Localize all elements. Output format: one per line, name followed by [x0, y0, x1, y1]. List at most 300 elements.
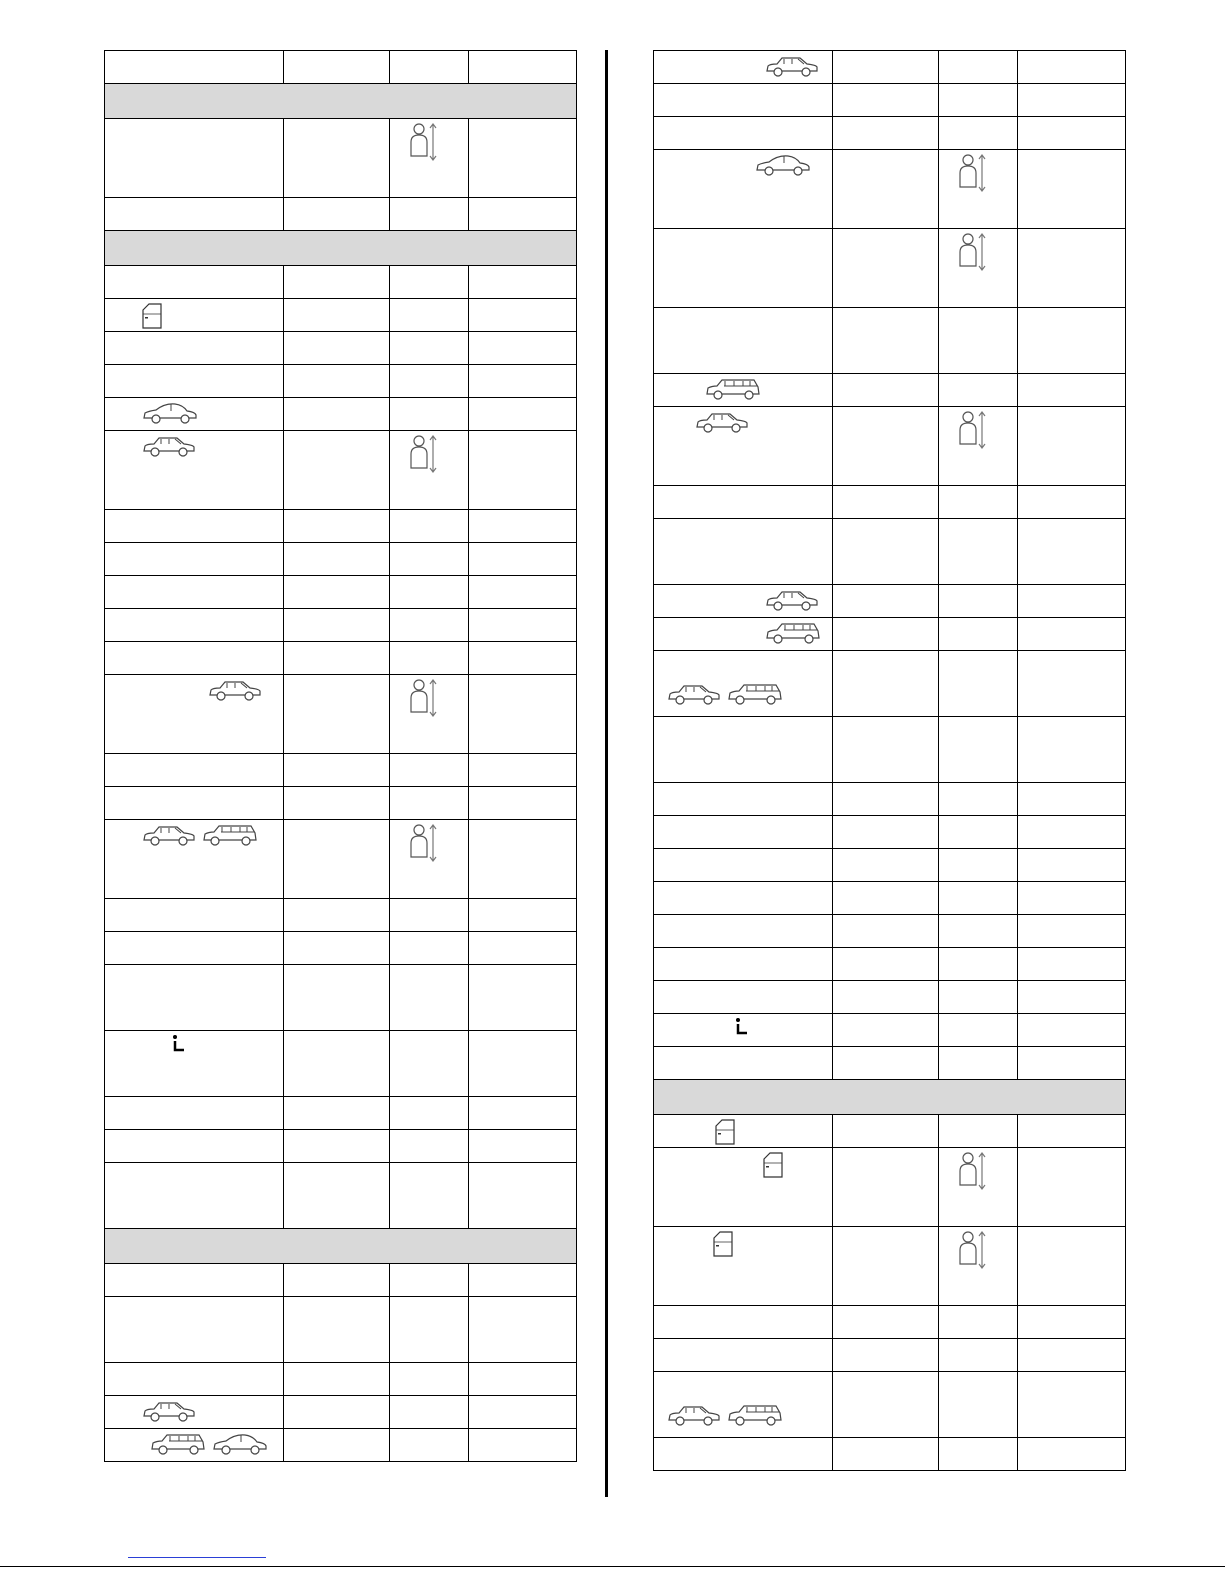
table-cell-col2 [833, 229, 939, 308]
icon-group [654, 1227, 832, 1258]
left-table-row [105, 1429, 577, 1462]
left-table-row [105, 365, 577, 398]
table-cell-col3 [939, 229, 1018, 308]
table-cell-col2 [284, 266, 390, 299]
table-cell-col2 [833, 816, 939, 849]
section-header-cell [105, 84, 577, 119]
table-cell-col2 [833, 1115, 939, 1148]
right-table-row [654, 585, 1126, 618]
table-cell-col3 [390, 754, 469, 787]
right-section-header [654, 1080, 1126, 1115]
left-table-row [105, 1031, 577, 1097]
table-cell-col3 [390, 675, 469, 754]
table-cell-col4 [1018, 1148, 1126, 1227]
sedan-car-icon [666, 1403, 722, 1427]
table-cell-col1 [654, 407, 833, 486]
table-cell-col3 [939, 84, 1018, 117]
table-cell-col4 [469, 965, 577, 1031]
right-table-row [654, 1438, 1126, 1471]
table-cell-col3 [939, 651, 1018, 717]
left-table-row [105, 1130, 577, 1163]
icon-group [105, 398, 283, 425]
table-cell-col3 [390, 198, 469, 231]
station-wagon-icon [704, 377, 762, 401]
table-cell-col2 [284, 431, 390, 510]
table-cell-col4 [1018, 816, 1126, 849]
table-cell-col1 [654, 1227, 833, 1306]
table-cell-col4 [1018, 1047, 1126, 1080]
icon-group [654, 150, 832, 177]
right-table-row [654, 117, 1126, 150]
left-table-row [105, 119, 577, 198]
table-cell-col1 [105, 119, 284, 198]
table-cell-col3 [390, 431, 469, 510]
right-table-row [654, 486, 1126, 519]
table-cell-col4 [469, 642, 577, 675]
table-cell-col3 [939, 882, 1018, 915]
table-cell-col1 [105, 365, 284, 398]
table-cell-col4 [469, 510, 577, 543]
left-table-row [105, 299, 577, 332]
table-cell-col1 [654, 618, 833, 651]
right-table-row [654, 717, 1126, 783]
table-cell-col2 [284, 299, 390, 332]
table-cell-col2 [833, 981, 939, 1014]
table-cell-col1 [105, 266, 284, 299]
section-header-cell [654, 1080, 1126, 1115]
table-cell-col2 [833, 374, 939, 407]
table-cell-col4 [1018, 229, 1126, 308]
table-cell-col4 [1018, 717, 1126, 783]
table-cell-col1 [105, 899, 284, 932]
table-cell-col2 [284, 642, 390, 675]
table-cell-col2 [284, 1130, 390, 1163]
table-cell-col3 [390, 1031, 469, 1097]
table-cell-col3 [390, 365, 469, 398]
table-cell-col1 [654, 486, 833, 519]
door-icon [714, 1118, 736, 1146]
table-cell-col4 [469, 675, 577, 754]
table-cell-col2 [284, 51, 390, 84]
table-cell-col4 [469, 1097, 577, 1130]
table-cell-col2 [833, 84, 939, 117]
table-cell-col4 [1018, 1227, 1126, 1306]
sedan-car-icon [207, 678, 263, 702]
table-cell-col3 [390, 932, 469, 965]
left-table-row [105, 642, 577, 675]
table-cell-col4 [1018, 882, 1126, 915]
table-cell-col1 [654, 1306, 833, 1339]
table-cell-col2 [284, 332, 390, 365]
table-cell-col4 [469, 1297, 577, 1363]
left-table-row [105, 398, 577, 431]
table-cell-col3 [939, 519, 1018, 585]
table-cell-col1 [654, 150, 833, 229]
table-cell-col1 [105, 1363, 284, 1396]
table-cell-col4 [1018, 1014, 1126, 1047]
table-cell-col4 [469, 1163, 577, 1229]
table-cell-col1 [105, 543, 284, 576]
left-table-row [105, 899, 577, 932]
table-cell-col4 [1018, 486, 1126, 519]
table-cell-col3 [939, 1227, 1018, 1306]
table-cell-col2 [833, 1148, 939, 1227]
table-cell-col1 [105, 820, 284, 899]
table-cell-col1 [654, 948, 833, 981]
footer-link-underline[interactable] [128, 1557, 266, 1558]
table-cell-col1 [654, 51, 833, 84]
table-cell-col1 [105, 932, 284, 965]
right-table-body [654, 51, 1126, 1471]
table-cell-col3 [939, 1306, 1018, 1339]
right-table-row [654, 948, 1126, 981]
table-cell-col1 [654, 1014, 833, 1047]
table-cell-col2 [833, 1047, 939, 1080]
table-cell-col2 [833, 117, 939, 150]
table-cell-col3 [939, 374, 1018, 407]
table-cell-col1 [105, 965, 284, 1031]
icon-group [390, 119, 468, 162]
table-cell-col2 [833, 915, 939, 948]
table-cell-col1 [654, 882, 833, 915]
table-cell-col3 [390, 642, 469, 675]
icon-group [654, 1372, 832, 1427]
table-cell-col2 [833, 1339, 939, 1372]
right-table-row [654, 84, 1126, 117]
table-cell-col3 [390, 51, 469, 84]
icon-group [654, 1148, 832, 1179]
sedan-car-icon [764, 588, 820, 612]
table-cell-col4 [1018, 117, 1126, 150]
left-table-row [105, 576, 577, 609]
table-cell-col4 [1018, 585, 1126, 618]
left-table-row [105, 1396, 577, 1429]
table-cell-col3 [390, 543, 469, 576]
right-table-row [654, 1306, 1126, 1339]
table-cell-col3 [939, 783, 1018, 816]
table-cell-col2 [833, 1372, 939, 1438]
table-cell-col3 [390, 299, 469, 332]
table-cell-col1 [654, 585, 833, 618]
icon-group [939, 1227, 1017, 1270]
table-cell-col4 [1018, 407, 1126, 486]
right-table-row [654, 882, 1126, 915]
icon-group [654, 618, 832, 645]
table-cell-col2 [284, 609, 390, 642]
table-cell-col3 [390, 609, 469, 642]
sedan-car-icon [694, 410, 750, 434]
table-cell-col2 [284, 1264, 390, 1297]
table-cell-col3 [390, 820, 469, 899]
table-cell-col3 [390, 266, 469, 299]
table-cell-col2 [833, 1306, 939, 1339]
table-cell-col3 [390, 1097, 469, 1130]
person-height-icon [957, 232, 989, 272]
table-cell-col1 [654, 1047, 833, 1080]
table-cell-col1 [105, 787, 284, 820]
table-cell-col4 [1018, 150, 1126, 229]
left-table-row [105, 51, 577, 84]
table-cell-col4 [469, 1396, 577, 1429]
section-header-cell [105, 1229, 577, 1264]
table-cell-col3 [939, 1372, 1018, 1438]
left-table-row [105, 609, 577, 642]
icon-group [390, 431, 468, 474]
table-cell-col3 [939, 717, 1018, 783]
table-cell-col3 [390, 332, 469, 365]
table-cell-col2 [833, 150, 939, 229]
table-cell-col1 [105, 1130, 284, 1163]
icon-group [105, 820, 283, 847]
icon-group [654, 374, 832, 401]
table-cell-col1 [105, 1031, 284, 1097]
table-cell-col4 [1018, 981, 1126, 1014]
table-cell-col2 [284, 1297, 390, 1363]
table-cell-col2 [833, 407, 939, 486]
table-cell-col3 [390, 965, 469, 1031]
right-table-row [654, 849, 1126, 882]
table-cell-col3 [390, 1264, 469, 1297]
right-table-row [654, 1148, 1126, 1227]
table-cell-col3 [390, 510, 469, 543]
table-cell-col4 [1018, 51, 1126, 84]
table-cell-col3 [939, 981, 1018, 1014]
table-cell-col3 [939, 915, 1018, 948]
icon-group [105, 1031, 283, 1054]
table-cell-col1 [105, 675, 284, 754]
table-cell-col1 [105, 431, 284, 510]
left-table-row [105, 675, 577, 754]
column-divider [605, 50, 608, 1497]
coupe-car-icon [141, 401, 199, 425]
table-cell-col1 [105, 51, 284, 84]
table-cell-col4 [469, 543, 577, 576]
icon-group [105, 1396, 283, 1423]
table-cell-col1 [654, 717, 833, 783]
icon-group [390, 675, 468, 718]
table-cell-col4 [469, 820, 577, 899]
table-cell-col1 [105, 1163, 284, 1229]
table-cell-col1 [654, 1115, 833, 1148]
table-cell-col3 [939, 1339, 1018, 1372]
table-cell-col3 [390, 1396, 469, 1429]
right-table-row [654, 1372, 1126, 1438]
table-cell-col2 [284, 1396, 390, 1429]
table-cell-col2 [284, 675, 390, 754]
table-cell-col1 [105, 398, 284, 431]
person-height-icon [408, 122, 440, 162]
table-cell-col2 [284, 198, 390, 231]
left-table-row [105, 543, 577, 576]
sedan-car-icon [141, 823, 197, 847]
table-cell-col1 [105, 1429, 284, 1462]
icon-group [939, 150, 1017, 193]
table-cell-col4 [469, 1031, 577, 1097]
table-cell-col3 [939, 849, 1018, 882]
left-section-header [105, 84, 577, 119]
left-table-row [105, 754, 577, 787]
right-table-row [654, 783, 1126, 816]
person-height-icon [408, 434, 440, 474]
table-cell-col1 [654, 1438, 833, 1471]
table-cell-col4 [469, 576, 577, 609]
icon-group [939, 229, 1017, 272]
right-table-row [654, 816, 1126, 849]
coupe-car-icon [211, 1432, 269, 1456]
table-cell-col1 [105, 1264, 284, 1297]
table-cell-col2 [833, 618, 939, 651]
left-table-row [105, 1297, 577, 1363]
station-wagon-icon [201, 823, 259, 847]
coupe-car-icon [754, 153, 812, 177]
sedan-car-icon [141, 434, 197, 458]
icon-group [105, 431, 283, 458]
left-specification-table [104, 50, 577, 1462]
table-cell-col1 [105, 754, 284, 787]
table-cell-col3 [939, 1014, 1018, 1047]
table-cell-col4 [1018, 1306, 1126, 1339]
table-cell-col1 [105, 1297, 284, 1363]
table-cell-col2 [833, 585, 939, 618]
table-cell-col1 [654, 1339, 833, 1372]
table-cell-col4 [1018, 84, 1126, 117]
left-table-row [105, 1163, 577, 1229]
icon-group [654, 585, 832, 612]
table-cell-col3 [939, 948, 1018, 981]
table-cell-col4 [469, 932, 577, 965]
table-cell-col2 [833, 486, 939, 519]
station-wagon-icon [149, 1432, 207, 1456]
table-cell-col4 [469, 51, 577, 84]
sedan-car-icon [141, 1399, 197, 1423]
left-table-row [105, 820, 577, 899]
right-specification-table [653, 50, 1126, 1471]
station-wagon-icon [764, 621, 822, 645]
left-table-row [105, 266, 577, 299]
table-cell-col2 [284, 543, 390, 576]
table-cell-col4 [1018, 308, 1126, 374]
right-table-row [654, 308, 1126, 374]
table-cell-col1 [105, 198, 284, 231]
table-cell-col4 [469, 398, 577, 431]
table-cell-col3 [390, 1163, 469, 1229]
table-cell-col3 [390, 899, 469, 932]
table-cell-col1 [105, 510, 284, 543]
station-wagon-icon [726, 682, 784, 706]
table-cell-col4 [469, 198, 577, 231]
table-cell-col3 [939, 51, 1018, 84]
table-cell-col4 [469, 119, 577, 198]
table-cell-col3 [390, 398, 469, 431]
left-table-row [105, 787, 577, 820]
person-height-icon [957, 153, 989, 193]
right-table-row [654, 651, 1126, 717]
table-cell-col3 [390, 576, 469, 609]
table-cell-col2 [284, 965, 390, 1031]
table-cell-col4 [469, 1429, 577, 1462]
table-cell-col1 [654, 308, 833, 374]
table-cell-col1 [654, 374, 833, 407]
table-cell-col2 [833, 882, 939, 915]
table-cell-col1 [105, 642, 284, 675]
left-section-header [105, 1229, 577, 1264]
table-cell-col3 [939, 486, 1018, 519]
person-height-icon [408, 678, 440, 718]
table-cell-col4 [1018, 915, 1126, 948]
right-table-row [654, 374, 1126, 407]
table-cell-col3 [939, 1115, 1018, 1148]
table-cell-col4 [1018, 1115, 1126, 1148]
table-cell-col4 [1018, 1339, 1126, 1372]
left-table-row [105, 332, 577, 365]
table-cell-col2 [284, 398, 390, 431]
table-cell-col3 [939, 150, 1018, 229]
table-cell-col1 [105, 609, 284, 642]
table-cell-col4 [1018, 948, 1126, 981]
seat-icon [171, 1034, 187, 1054]
table-cell-col4 [1018, 1372, 1126, 1438]
table-cell-col4 [1018, 374, 1126, 407]
icon-group [654, 407, 832, 434]
table-cell-col1 [654, 519, 833, 585]
door-icon [141, 302, 163, 330]
right-table-row [654, 915, 1126, 948]
table-cell-col1 [654, 981, 833, 1014]
table-cell-col2 [833, 51, 939, 84]
right-table-row [654, 618, 1126, 651]
person-height-icon [957, 410, 989, 450]
icon-group [654, 651, 832, 706]
left-table-row [105, 198, 577, 231]
table-cell-col4 [469, 1363, 577, 1396]
table-cell-col3 [390, 1429, 469, 1462]
table-cell-col2 [284, 754, 390, 787]
sedan-car-icon [666, 682, 722, 706]
table-cell-col1 [654, 783, 833, 816]
table-cell-col1 [105, 299, 284, 332]
right-table-row [654, 229, 1126, 308]
right-table-row [654, 1014, 1126, 1047]
table-cell-col3 [390, 1130, 469, 1163]
person-height-icon [957, 1151, 989, 1191]
right-table-row [654, 1047, 1126, 1080]
door-icon [762, 1151, 784, 1179]
left-table-row [105, 1097, 577, 1130]
table-cell-col4 [1018, 1438, 1126, 1471]
left-table-body [105, 51, 577, 1462]
right-table-row [654, 1115, 1126, 1148]
table-cell-col2 [284, 365, 390, 398]
table-cell-col1 [654, 1372, 833, 1438]
table-cell-col1 [654, 816, 833, 849]
table-cell-col3 [939, 117, 1018, 150]
table-cell-col3 [939, 407, 1018, 486]
table-cell-col2 [833, 651, 939, 717]
icon-group [105, 675, 283, 702]
left-table-row [105, 510, 577, 543]
icon-group [654, 1014, 832, 1037]
table-cell-col3 [390, 1297, 469, 1363]
table-cell-col2 [284, 899, 390, 932]
table-cell-col4 [469, 1264, 577, 1297]
table-cell-col3 [939, 1047, 1018, 1080]
icon-group [939, 407, 1017, 450]
table-cell-col2 [284, 1163, 390, 1229]
table-cell-col1 [654, 84, 833, 117]
table-cell-col4 [1018, 783, 1126, 816]
table-cell-col4 [1018, 618, 1126, 651]
table-cell-col2 [284, 1031, 390, 1097]
